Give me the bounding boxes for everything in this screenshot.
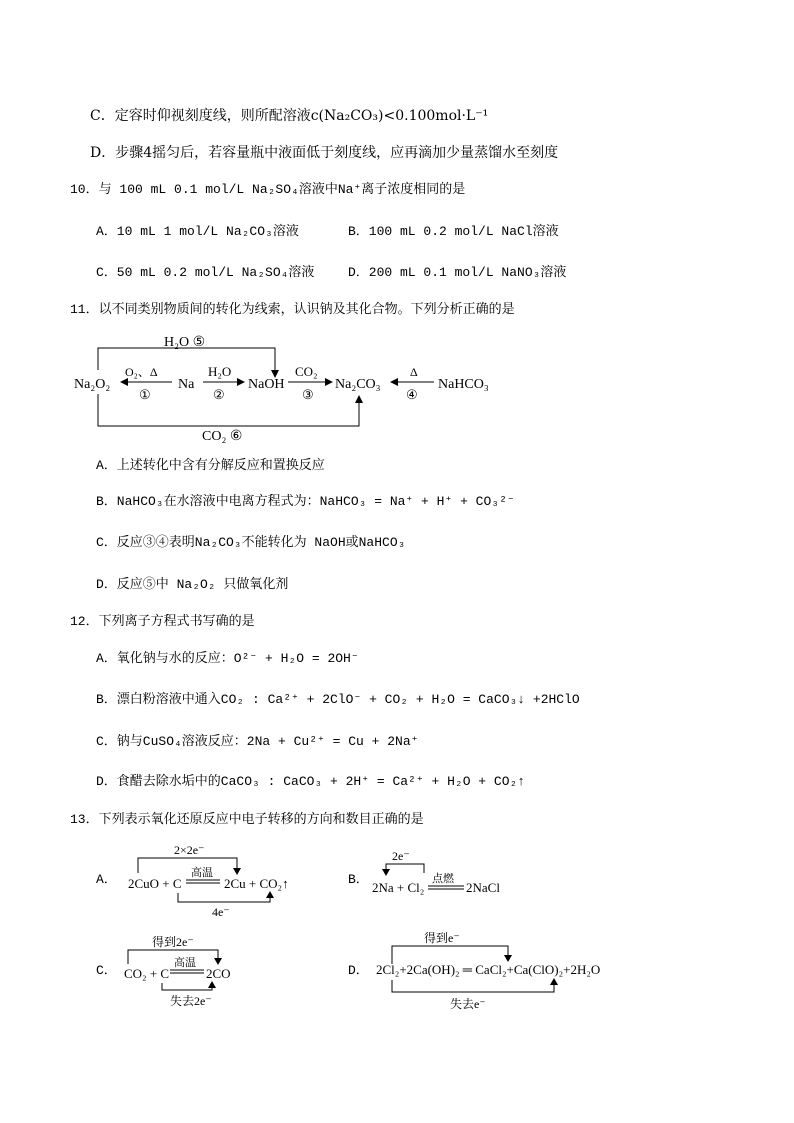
q13-option-b-label: B． [348,872,369,887]
q13-option-d-bottom: 失去e⁻ [450,997,486,1010]
reaction-6-path [98,394,359,426]
q13-option-d-diagram [346,928,646,1010]
q11-stem: 11．以不同类别物质间的转化为线索，认识钠及其化合物。下列分析正确的是 [70,302,515,317]
q12-option-c: C．钠与CuSO₄溶液反应：2Na + Cu²⁺ = Cu + 2Na⁺ [96,734,419,749]
reaction-6-label: CO₂ ⑥ [202,429,243,444]
q13-option-a-bottom: 4e⁻ [212,905,230,918]
q10-option-c: C．50 mL 0.2 mol/L Na₂SO₄溶液 [96,265,315,280]
q13-option-c-condition: 高温 [174,957,196,969]
reaction-2-arrowhead [237,378,245,386]
species-na2o2: Na₂O₂ [74,377,111,392]
q9-option-d: D．步骤4摇匀后，若容量瓶中液面低于刻度线，应再滴加少量蒸馏水至刻度 [90,145,559,161]
q13-option-c-left: CO₂ + C [124,966,170,981]
q13-option-b-condition: 点燃 [432,873,454,885]
reaction-3-label: CO₂ [295,364,318,379]
reaction-6-arrowhead [355,395,363,403]
species-naoh: NaOH [248,377,285,392]
reaction-1-arrowhead [120,378,128,386]
q11-option-b: B．NaHCO₃在水溶液中电离方程式为：NaHCO₃ = Na⁺ + H⁺ + CO₃²⁻ [96,494,515,509]
q13-option-a-top: 2×2e⁻ [174,843,205,857]
species-na: Na [178,377,195,392]
q13-option-b-right: 2NaCl [466,880,500,895]
reaction-4-label: Δ [410,365,418,379]
q12-option-a: A．氧化钠与水的反应：O²⁻ + H₂O = 2OH⁻ [96,651,359,666]
q12-option-d: D．食醋去除水垢中的CaCO₃ : CaCO₃ + 2H⁺ = Ca²⁺ + H₂O + CO₂↑ [96,774,526,789]
q9-option-c: C．定容时仰视刻度线，则所配溶液c(Na₂CO₃)<0.100mol·L⁻¹ [90,108,489,124]
reaction-2-number: ② [213,387,225,402]
reaction-3-arrowhead [325,378,333,386]
q13-option-c-label: C． [96,963,117,978]
q13-option-a-left: 2CuO + C [128,876,182,891]
q10-option-b: B．100 mL 0.2 mol/L NaCl溶液 [348,224,559,239]
q13-option-b-diagram [346,838,546,908]
q13-option-c-diagram [94,928,294,1010]
q11-conversion-diagram [70,328,510,446]
q12-option-b: B．漂白粉溶液中通入CO₂ : Ca²⁺ + 2ClO⁻ + CO₂ + H₂O = CaCO₃↓ +2HClO [96,692,580,707]
q13-option-d-equation: 2Cl₂+2Ca(OH)₂ ═ CaCl₂+Ca(ClO)₂+2H₂O [376,962,601,977]
q10-option-d: D．200 mL 0.1 mol/L NaNO₃溶液 [348,265,567,280]
species-nahco3: NaHCO₃ [438,377,489,392]
q13-option-a-right: 2Cu + CO₂↑ [224,876,289,891]
reaction-4-arrowhead [390,378,398,386]
species-na2co3: Na₂CO₃ [335,377,381,392]
q13-stem: 13．下列表示氧化还原反应中电子转移的方向和数目正确的是 [70,812,424,827]
q11-option-c: C．反应③④表明Na₂CO₃不能转化为 NaOH或NaHCO₃ [96,535,406,550]
q13-option-c-right: 2CO [206,966,231,981]
q13-option-a-condition: 高温 [191,867,213,879]
reaction-1-label: O₂、Δ [125,365,158,379]
reaction-1-number: ① [139,387,151,402]
reaction-5-label: H₂O ⑤ [164,335,206,350]
q13-option-b-top: 2e⁻ [392,849,410,863]
q12-stem: 12．下列离子方程式书写确的是 [70,614,255,629]
q10-option-a: A．10 mL 1 mol/L Na₂CO₃溶液 [96,224,299,239]
reaction-3-number: ③ [302,387,314,402]
q11-option-d: D．反应⑤中 Na₂O₂ 只做氧化剂 [96,577,289,592]
q13-option-c-bottom: 失去2e⁻ [170,994,212,1008]
reaction-2-label: H₂O [208,364,232,379]
q13-option-c-top: 得到2e⁻ [152,935,194,949]
q13-option-d-top: 得到e⁻ [424,931,460,945]
q13-option-a-label: A． [96,872,117,887]
q11-option-a: A．上述转化中含有分解反应和置换反应 [96,458,325,473]
reaction-4-number: ④ [406,387,418,402]
q10-stem: 10．与 100 mL 0.1 mol/L Na₂SO₄溶液中Na⁺离子浓度相同的是 [70,182,466,197]
q13-option-a-diagram [94,838,324,918]
q13-option-b-left: 2Na + Cl₂ [372,880,425,895]
q13-option-d-label: D． [348,963,369,978]
